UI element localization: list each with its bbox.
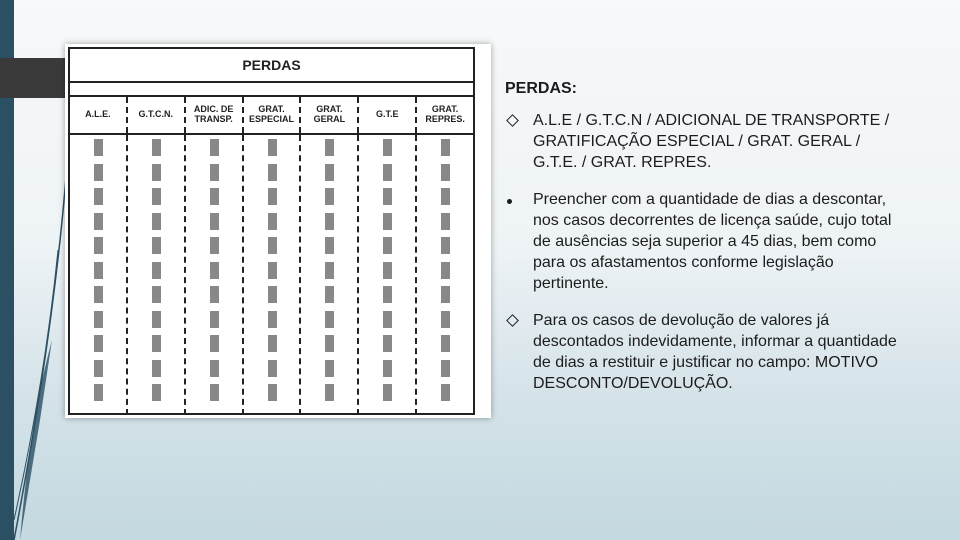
day-boxes	[325, 139, 334, 409]
form-column	[70, 135, 128, 415]
bullet-text: A.L.E / G.T.C.N / ADICIONAL DE TRANSPORTE / GRATIFICAÇÃO ESPECIAL / GRAT. GERAL / G.T.E. / GRAT. REPRES.	[533, 112, 890, 171]
bullet-text: Preencher com a quantidade de dias a descontar, nos casos decorrentes de licença saúde, cujo total de ausências seja superior a 45 dias, bem como para os afastamentos conforme legislação pertinente.	[533, 191, 892, 292]
day-box	[152, 188, 161, 205]
day-box	[268, 213, 277, 230]
day-box	[152, 139, 161, 156]
day-box	[152, 164, 161, 181]
day-box	[210, 286, 219, 303]
day-box	[441, 139, 450, 156]
day-box	[210, 188, 219, 205]
day-box	[325, 139, 334, 156]
day-boxes	[441, 139, 450, 409]
day-box	[383, 335, 392, 352]
day-box	[325, 335, 334, 352]
day-box	[441, 311, 450, 328]
day-box	[325, 213, 334, 230]
diamond-outline-icon	[505, 310, 525, 331]
day-box	[383, 188, 392, 205]
bullet-text: Para os casos de devolução de valores já descontados indevidamente, informar a quantidade de dias a restituir e justificar no campo: MOTIVO DESCONTO/DEVOLUÇÃO.	[533, 312, 897, 392]
day-box	[325, 188, 334, 205]
day-box	[94, 262, 103, 279]
day-box	[152, 237, 161, 254]
day-box	[268, 360, 277, 377]
day-box	[210, 384, 219, 401]
form-column	[186, 135, 244, 415]
form-body	[70, 135, 473, 415]
day-box	[94, 311, 103, 328]
day-boxes	[94, 139, 103, 409]
day-box	[268, 188, 277, 205]
column-header: G.T.C.N.	[128, 97, 186, 133]
day-box	[383, 237, 392, 254]
day-box	[210, 360, 219, 377]
day-box	[325, 237, 334, 254]
perdas-form-table	[68, 47, 475, 415]
column-header: GRAT. GERAL	[301, 97, 359, 133]
day-box	[383, 384, 392, 401]
dot-icon	[505, 189, 525, 210]
day-box	[325, 286, 334, 303]
diamond-outline-icon	[505, 110, 525, 131]
day-box	[268, 311, 277, 328]
day-box	[94, 335, 103, 352]
day-box	[268, 286, 277, 303]
day-box	[383, 262, 392, 279]
form-column	[128, 135, 186, 415]
day-box	[152, 286, 161, 303]
day-box	[94, 384, 103, 401]
day-box	[325, 311, 334, 328]
day-box	[152, 213, 161, 230]
day-box	[94, 237, 103, 254]
bullet-item	[505, 110, 905, 173]
day-box	[441, 360, 450, 377]
day-box	[152, 360, 161, 377]
day-box	[210, 335, 219, 352]
day-box	[383, 311, 392, 328]
column-header: G.T.E	[359, 97, 417, 133]
day-box	[152, 384, 161, 401]
day-box	[383, 286, 392, 303]
column-header: GRAT. REPRES.	[425, 104, 465, 124]
day-box	[268, 384, 277, 401]
day-box	[210, 311, 219, 328]
day-box	[210, 262, 219, 279]
form-column	[244, 135, 302, 415]
day-box	[268, 139, 277, 156]
bullet-item	[505, 189, 905, 294]
column-header: GRAT. ESPECIAL	[244, 97, 302, 133]
day-box	[268, 164, 277, 181]
day-box	[325, 360, 334, 377]
day-box	[383, 213, 392, 230]
day-box	[441, 262, 450, 279]
day-box	[268, 237, 277, 254]
day-box	[94, 164, 103, 181]
day-box	[441, 384, 450, 401]
day-box	[325, 384, 334, 401]
day-box	[383, 360, 392, 377]
column-header: ADIC. DE TRANSP.	[186, 97, 244, 133]
day-box	[94, 213, 103, 230]
day-boxes	[268, 139, 277, 409]
form-header-row	[70, 95, 473, 135]
form-column	[417, 135, 473, 415]
perdas-form-image	[65, 44, 491, 418]
day-box	[325, 164, 334, 181]
day-box	[210, 164, 219, 181]
day-box	[441, 164, 450, 181]
form-column	[301, 135, 359, 415]
day-box	[268, 262, 277, 279]
day-box	[152, 262, 161, 279]
day-boxes	[152, 139, 161, 409]
day-box	[210, 213, 219, 230]
day-box	[441, 286, 450, 303]
explanation-panel	[505, 78, 905, 410]
day-box	[94, 188, 103, 205]
bullet-item	[505, 310, 905, 394]
day-box	[152, 311, 161, 328]
day-box	[383, 164, 392, 181]
day-boxes	[383, 139, 392, 409]
day-box	[383, 139, 392, 156]
day-box	[210, 139, 219, 156]
panel-title: PERDAS:	[505, 80, 578, 97]
day-box	[94, 286, 103, 303]
day-box	[441, 335, 450, 352]
day-boxes	[210, 139, 219, 409]
day-box	[210, 237, 219, 254]
day-box	[268, 335, 277, 352]
form-title: PERDAS	[70, 49, 473, 83]
day-box	[94, 360, 103, 377]
day-box	[441, 213, 450, 230]
day-box	[441, 237, 450, 254]
day-box	[325, 262, 334, 279]
day-box	[94, 139, 103, 156]
form-column	[359, 135, 417, 415]
day-box	[441, 188, 450, 205]
column-header: A.L.E.	[70, 97, 128, 133]
day-box	[152, 335, 161, 352]
